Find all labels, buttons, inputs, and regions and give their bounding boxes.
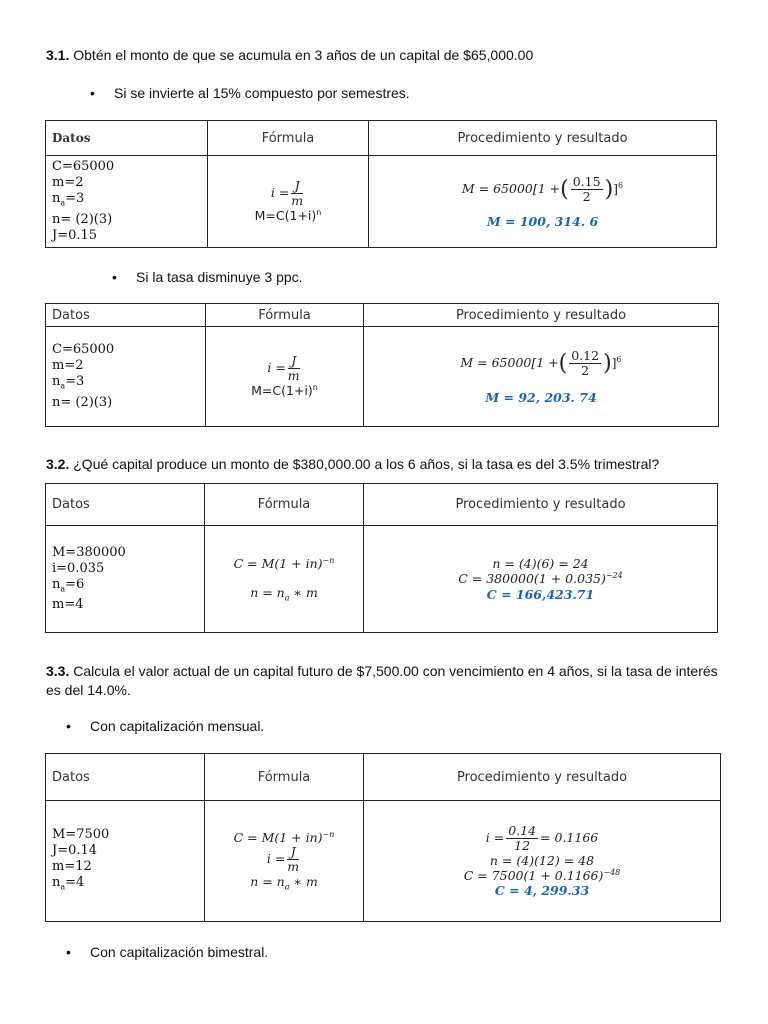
bullet-item: • Si la tasa disminuye 3 ppc.	[112, 269, 303, 285]
dato: $n_a=3$	[52, 191, 85, 208]
datos-cell	[46, 327, 206, 427]
dato: $n_a=6$	[52, 576, 85, 594]
bullet-text: Si se invierte al 15% compuesto por semestres.	[114, 85, 410, 101]
question-number: 3.3.	[46, 663, 70, 679]
dato: $n_a=3$	[52, 374, 85, 391]
question-3-1	[46, 46, 533, 65]
data-table-3-1-b	[45, 303, 719, 427]
header-formula: Fórmula	[206, 304, 364, 327]
procedure-cell	[369, 156, 717, 248]
header-datos: Datos	[46, 754, 205, 801]
result: C = 166,423.71	[486, 586, 595, 602]
formula-m: $M=C(1+i)^n$	[254, 208, 322, 224]
header-procedimiento: Procedimiento y resultado	[369, 121, 717, 156]
dato: J=0.15	[52, 227, 98, 243]
formula-cell: C = M(1 + in)$^{-n}$ $n = n_a$ ∗ m	[205, 526, 364, 633]
question-number: 3.2.	[46, 456, 70, 472]
dato: m=12	[52, 858, 92, 874]
question-3-3	[46, 662, 726, 700]
procedure-line: $C = 380000(1 + 0.035)^{-24}$	[458, 571, 623, 587]
bullet-item: • Con capitalización bimestral.	[66, 944, 269, 960]
dato: C=65000	[52, 159, 115, 175]
question-text: Calcula el valor actual de un capital futuro de $7,500.00 con vencimiento en 4 años, si la tasa de interés es del 14.0%.	[46, 663, 718, 698]
dato: $n_a=4$	[52, 874, 85, 892]
header-datos: Datos	[46, 121, 208, 156]
header-procedimiento: Procedimiento y resultado	[364, 304, 719, 327]
dato: M=7500	[52, 826, 110, 842]
result: M = 100, 314. 6	[486, 213, 599, 229]
header-datos: Datos	[46, 484, 205, 526]
result: C = 4, 299.33	[494, 883, 590, 899]
data-table-3-1-a	[45, 120, 717, 248]
dato: m=4	[52, 597, 84, 613]
question-number: 3.1.	[46, 47, 70, 63]
bullet-text: Si la tasa disminuye 3 ppc.	[136, 269, 303, 285]
dato: m=2	[52, 175, 84, 191]
data-table-3-2	[45, 483, 718, 633]
dato: n= (2)(3)	[52, 394, 113, 410]
procedure-cell: M = 65000[1 +( $\frac{0.12}{2}$ )]$^6$ M = 92, 203. 74	[364, 327, 719, 427]
formula-i: i = $\frac{J}{m}$	[270, 178, 304, 209]
header-formula: Fórmula	[205, 484, 364, 526]
result: M = 92, 203. 74	[485, 389, 597, 405]
bullet-item: • Con capitalización mensual.	[66, 718, 265, 734]
formula-cell: C = M(1 + in)$^{-n}$ i = $\frac{J}{m}$ $n = n_a$ ∗ m	[205, 801, 364, 922]
header-formula: Fórmula	[208, 121, 369, 156]
procedure-line: n = (4)(6) = 24	[492, 556, 589, 572]
dato: m=2	[52, 358, 84, 374]
question-text: ¿Qué capital produce un monto de $380,000.00 a los 6 años, si la tasa es del 3.5% trimestral?	[69, 456, 660, 472]
dato: i=0.035	[52, 560, 105, 576]
datos-cell	[46, 156, 208, 248]
header-datos: Datos	[46, 304, 206, 327]
bullet-text: Con capitalización bimestral.	[90, 944, 269, 960]
data-table-3-3	[45, 753, 721, 922]
dato: n= (2)(3)	[52, 211, 113, 227]
header-procedimiento: Procedimiento y resultado	[364, 754, 721, 801]
question-3-2	[46, 455, 659, 474]
dato: J=0.14	[52, 842, 98, 858]
procedure-cell	[364, 526, 718, 633]
bullet-item: • Si se invierte al 15% compuesto por semestres.	[90, 85, 410, 101]
datos-cell	[46, 526, 205, 633]
bullet-text: Con capitalización mensual.	[90, 718, 265, 734]
header-formula: Fórmula	[205, 754, 364, 801]
formula-cell	[208, 156, 369, 248]
procedure-line: n = (4)(12) = 48	[489, 852, 595, 868]
dato: C=65000	[52, 342, 115, 358]
dato: M=380000	[52, 544, 126, 560]
header-procedimiento: Procedimiento y resultado	[364, 484, 718, 526]
datos-cell	[46, 801, 205, 922]
procedure-line: M = 65000[1 +( $\frac{0.15}{2}$ )]$^6$	[461, 173, 624, 204]
question-text: Obtén el monto de que se acumula en 3 años de un capital de $65,000.00	[69, 47, 534, 63]
procedure-cell: i = $\frac{0.14}{12}$ = 0.1166 n = (4)(12) = 48 $C = 7500(1 + 0.1166)^{-48}$ C = 4, 299.33	[364, 801, 721, 922]
formula-cell: i = $\frac{J}{m}$ $M=C(1+i)^n$	[206, 327, 364, 427]
